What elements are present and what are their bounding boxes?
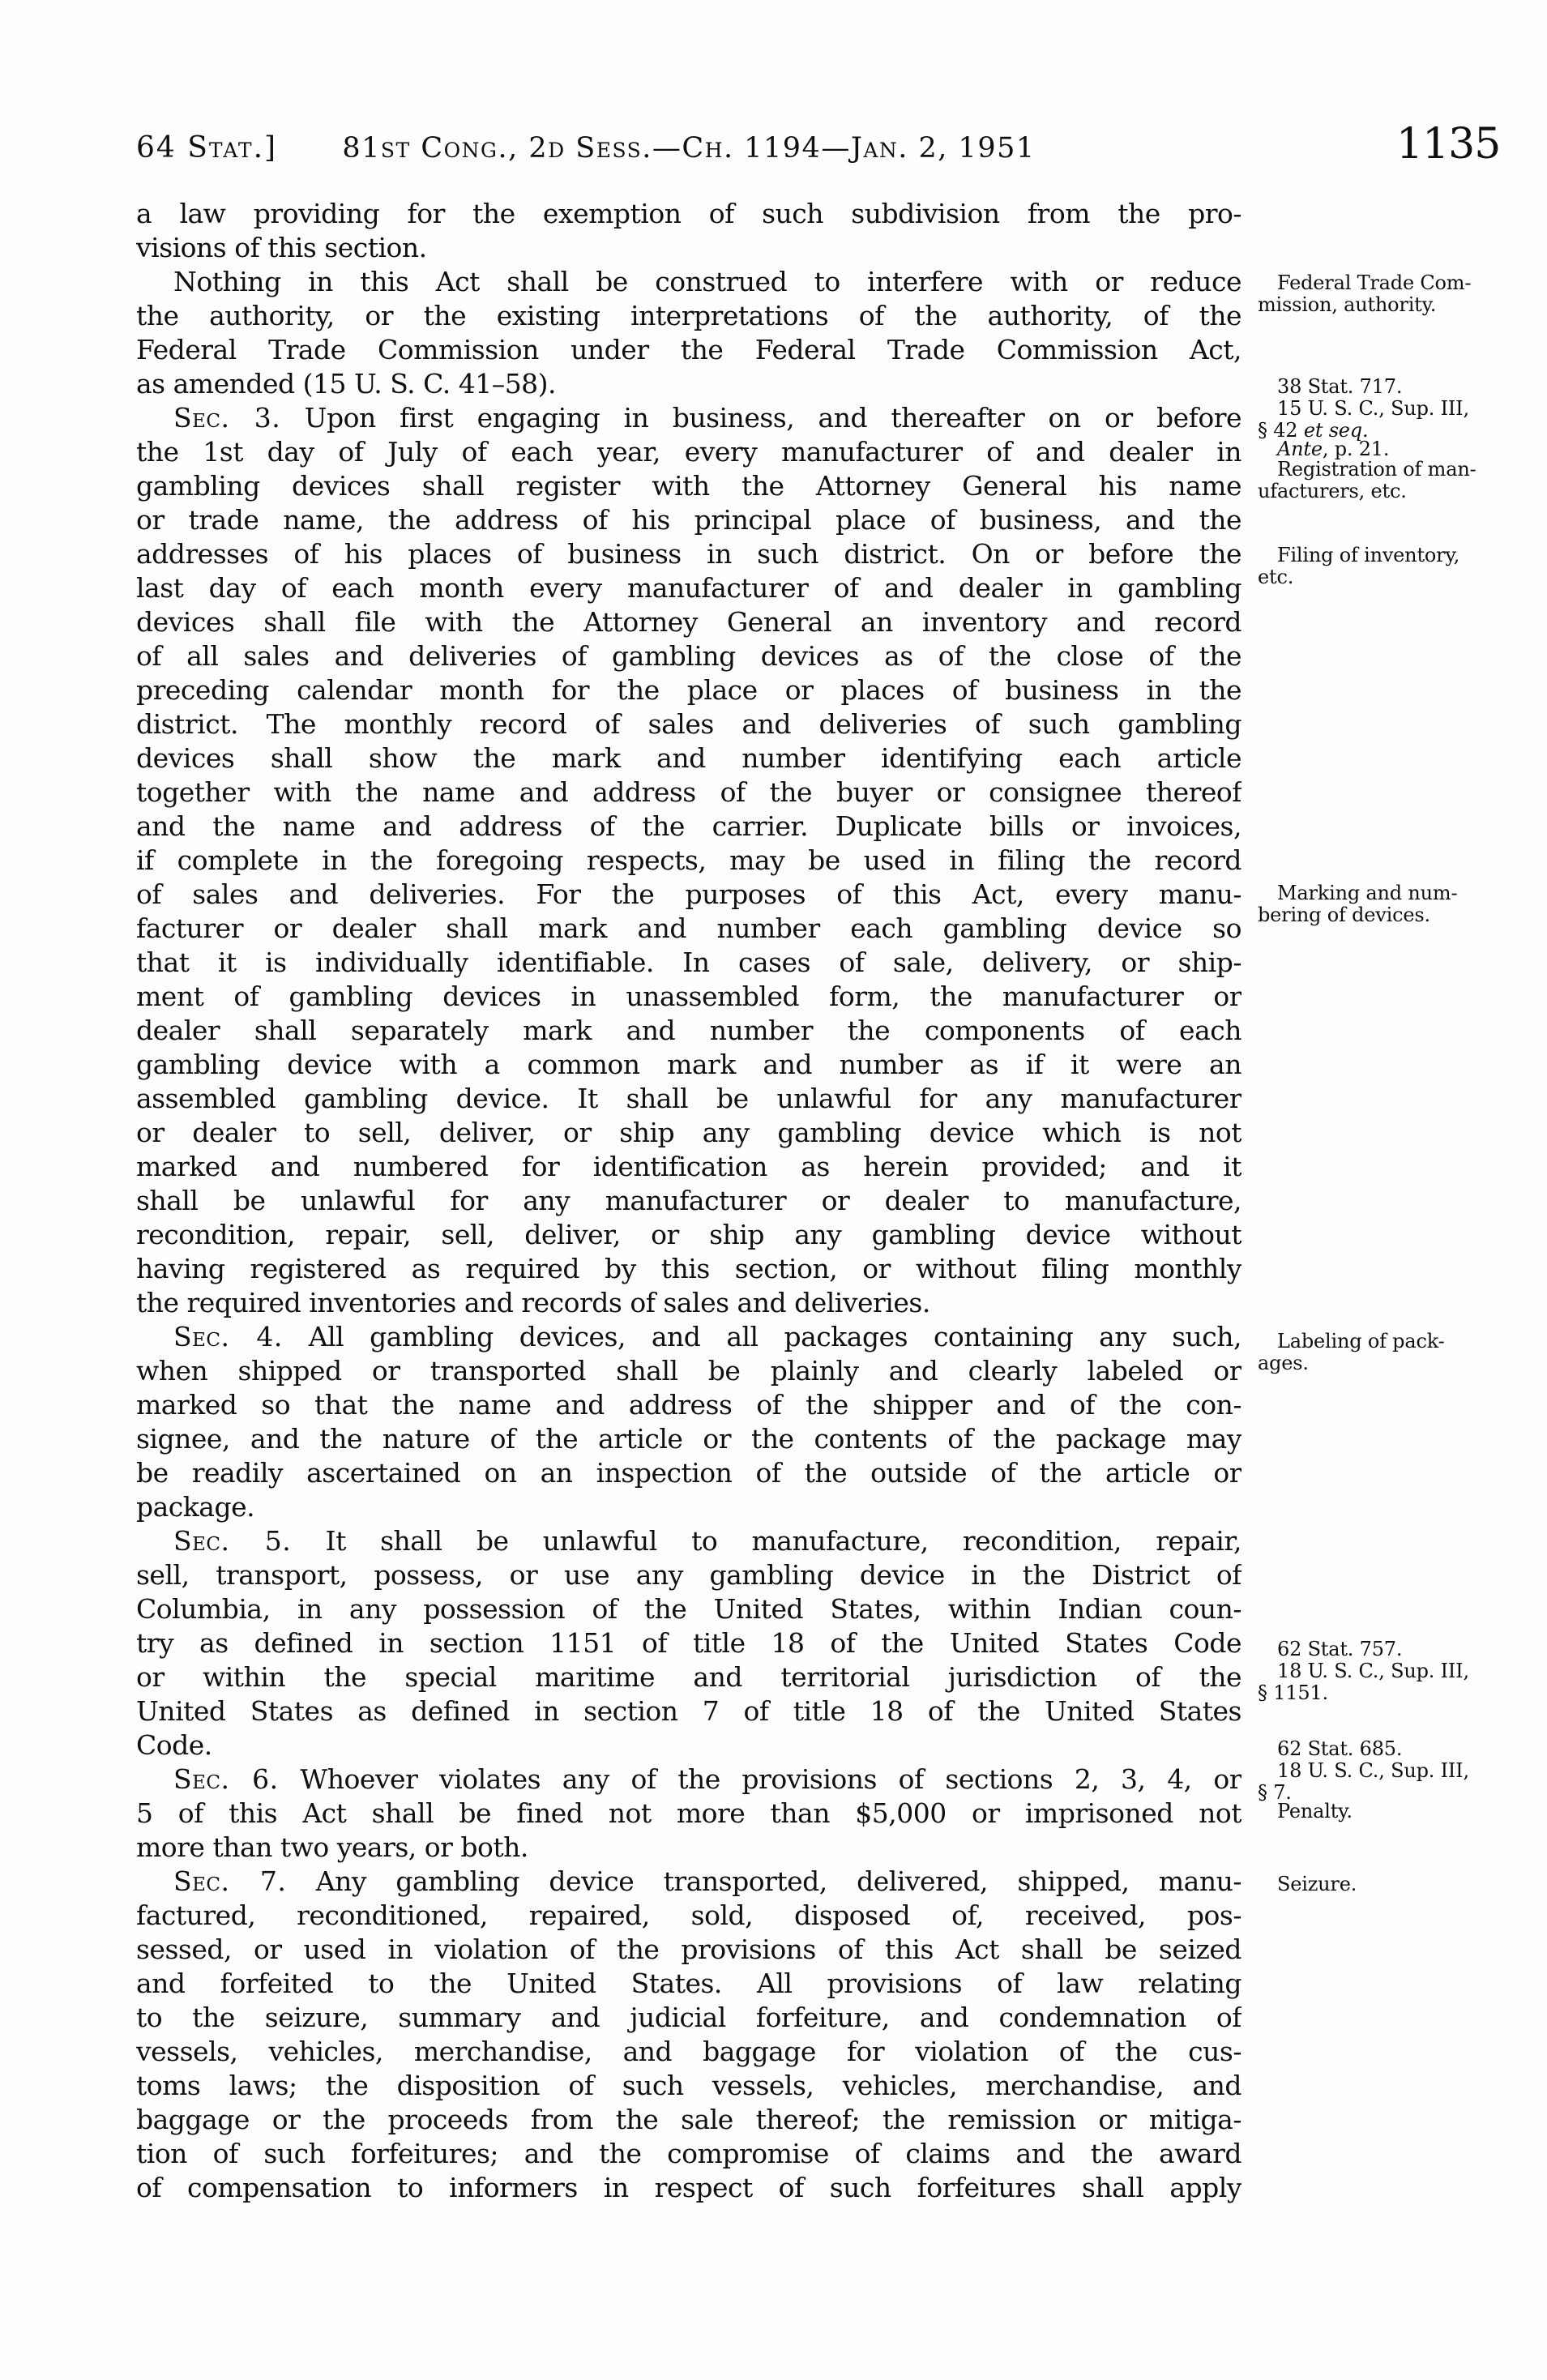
body-line: signee, and the nature of the article or the contents of the package may xyxy=(136,1423,1241,1455)
body-line: if complete in the foregoing respects, may be used in filing the record xyxy=(136,844,1241,876)
body-line: be readily ascertained on an inspection of the outside of the article or xyxy=(136,1457,1241,1489)
running-head-title: 81st Cong., 2d Sess.—Ch. 1194—Jan. 2, 1951 xyxy=(342,132,1036,165)
margin-note-line xyxy=(1258,566,1519,588)
margin-note-italic-text: et seq. xyxy=(1303,419,1369,442)
body-line: the 1st day of July of each year, every manufacturer of and dealer in xyxy=(136,436,1241,468)
margin-note-line xyxy=(1258,398,1519,420)
body-line: visions of this section. xyxy=(136,232,427,263)
body-line: of all sales and deliveries of gambling devices as of the close of the xyxy=(136,640,1241,672)
margin-note xyxy=(1258,376,1519,398)
margin-note-text: Penalty. xyxy=(1277,1800,1353,1822)
margin-note-text: § 42 xyxy=(1258,419,1304,442)
body-line: shall be unlawful for any manufacturer or dealer to manufacture, xyxy=(136,1185,1241,1216)
margin-note-text: 62 Stat. 685. xyxy=(1277,1737,1403,1760)
body-line: addresses of his places of business in such district. On or before the xyxy=(136,538,1241,570)
margin-note-line xyxy=(1258,376,1519,398)
margin-note-text: Marking and num- xyxy=(1277,882,1458,904)
body-line: and forfeited to the United States. All provisions of law relating xyxy=(136,1968,1241,1999)
body-line: gambling devices shall register with the Attorney General his name xyxy=(136,470,1241,502)
body-line: package. xyxy=(136,1491,255,1523)
body-line: Columbia, in any possession of the United States, within Indian coun- xyxy=(136,1593,1241,1625)
body-line: Sec. 4. All gambling devices, and all packages containing any such, xyxy=(173,1321,1241,1352)
section-label: Sec. 7. xyxy=(173,1865,287,1897)
body-line: baggage or the proceeds from the sale thereof; the remission or mitiga- xyxy=(136,2104,1241,2135)
margin-note-line xyxy=(1258,1760,1519,1782)
margin-note-line xyxy=(1258,481,1519,502)
section-label: Sec. 6. xyxy=(173,1763,279,1795)
margin-note-text: bering of devices. xyxy=(1258,904,1430,926)
margin-note xyxy=(1258,1801,1519,1822)
body-line: ment of gambling devices in unassembled form, the manufacturer or xyxy=(136,981,1241,1012)
body-line: Sec. 6. Whoever violates any of the provisions of sections 2, 3, 4, or xyxy=(173,1763,1241,1795)
body-line: last day of each month every manufacturer of and dealer in gambling xyxy=(136,572,1241,604)
body-line: as amended (15 U. S. C. 41–58). xyxy=(136,368,557,400)
margin-note xyxy=(1258,1639,1519,1704)
margin-note-text: , p. 21. xyxy=(1322,438,1390,460)
body-line: together with the name and address of the buyer or consignee thereof xyxy=(136,776,1241,808)
margin-note-line xyxy=(1258,272,1519,294)
margin-note-line xyxy=(1258,1639,1519,1660)
margin-note-line xyxy=(1258,1331,1519,1352)
margin-note xyxy=(1258,882,1519,926)
margin-note-line xyxy=(1258,904,1519,926)
body-line: sell, transport, possess, or use any gambling device in the District of xyxy=(136,1559,1241,1591)
margin-note-text: Seizure. xyxy=(1277,1873,1357,1895)
running-head-volume: 64 Stat.] xyxy=(136,131,278,165)
margin-note-line xyxy=(1258,438,1519,460)
section-label: Sec. 4. xyxy=(173,1321,283,1352)
body-line: district. The monthly record of sales and deliveries of such gambling xyxy=(136,708,1241,740)
body-line: of compensation to informers in respect of such forfeitures shall apply xyxy=(136,2172,1241,2203)
body-line: a law providing for the exemption of such subdivision from the pro- xyxy=(136,198,1241,229)
margin-note-line xyxy=(1258,882,1519,904)
margin-note-text: etc. xyxy=(1258,566,1294,588)
margin-note xyxy=(1258,1331,1519,1374)
margin-note-text: Federal Trade Com- xyxy=(1277,271,1472,294)
body-line: Nothing in this Act shall be construed to interfere with or reduce xyxy=(173,266,1241,297)
body-line: facturer or dealer shall mark and number each gambling device so xyxy=(136,912,1241,944)
body-line: 5 of this Act shall be fined not more than $5,000 or imprisoned not xyxy=(136,1797,1241,1829)
margin-note-text: Filing of inventory, xyxy=(1277,544,1460,566)
section-label: Sec. 5. xyxy=(173,1525,292,1557)
margin-note-line xyxy=(1258,1660,1519,1682)
body-line: the required inventories and records of sales and deliveries. xyxy=(136,1287,930,1318)
body-line: devices shall file with the Attorney General an inventory and record xyxy=(136,606,1241,638)
margin-note-line xyxy=(1258,1352,1519,1374)
margin-note-line xyxy=(1258,545,1519,566)
body-line: to the seizure, summary and judicial forfeiture, and condemnation of xyxy=(136,2002,1241,2033)
body-line: preceding calendar month for the place or places of business in the xyxy=(136,674,1241,706)
margin-note xyxy=(1258,272,1519,316)
margin-note-line xyxy=(1258,1801,1519,1822)
margin-note-text: § 1151. xyxy=(1258,1681,1328,1704)
body-line: vessels, vehicles, merchandise, and baggage for violation of the cus- xyxy=(136,2036,1241,2067)
body-line: that it is individually identifiable. In cases of sale, delivery, or ship- xyxy=(136,946,1241,978)
margin-note-line xyxy=(1258,1874,1519,1895)
body-line: having registered as required by this section, or without filing monthly xyxy=(136,1253,1241,1284)
margin-note-text: Labeling of pack- xyxy=(1277,1330,1445,1352)
body-line: recondition, repair, sell, deliver, or ship any gambling device without xyxy=(136,1219,1241,1250)
margin-note xyxy=(1258,438,1519,460)
body-line: Sec. 5. It shall be unlawful to manufacture, recondition, repair, xyxy=(173,1525,1241,1557)
section-label: Sec. 3. xyxy=(173,402,281,434)
body-line: or dealer to sell, deliver, or ship any gambling device which is not xyxy=(136,1117,1241,1148)
margin-note-text: Registration of man- xyxy=(1277,458,1476,481)
margin-note xyxy=(1258,1738,1519,1804)
body-line: devices shall show the mark and number identifying each article xyxy=(136,742,1241,774)
body-line: toms laws; the disposition of such vessels, vehicles, merchandise, and xyxy=(136,2070,1241,2101)
margin-note-text: § 7. xyxy=(1258,1781,1292,1804)
body-line: or within the special maritime and territorial jurisdiction of the xyxy=(136,1661,1241,1693)
body-line: the authority, or the existing interpretations of the authority, of the xyxy=(136,300,1241,331)
margin-note-text: 18 U. S. C., Sup. III, xyxy=(1277,1759,1469,1782)
margin-note-line xyxy=(1258,1738,1519,1760)
body-line: of sales and deliveries. For the purposes of this Act, every manu- xyxy=(136,878,1241,910)
body-line: factured, reconditioned, repaired, sold, disposed of, received, pos- xyxy=(136,1899,1241,1931)
body-line: gambling device with a common mark and number as if it were an xyxy=(136,1049,1241,1080)
margin-note xyxy=(1258,459,1519,502)
body-line: sessed, or used in violation of the provisions of this Act shall be seized xyxy=(136,1933,1241,1965)
margin-note-line xyxy=(1258,459,1519,481)
body-line: Sec. 7. Any gambling device transported, delivered, shipped, manu- xyxy=(173,1865,1241,1897)
body-line: try as defined in section 1151 of title 18 of the United States Code xyxy=(136,1627,1241,1659)
margin-note xyxy=(1258,1874,1519,1895)
body-line: tion of such forfeitures; and the compromise of claims and the award xyxy=(136,2138,1241,2169)
body-line: United States as defined in section 7 of title 18 of the United States xyxy=(136,1695,1241,1727)
margin-note-italic-text: Ante xyxy=(1277,438,1323,460)
body-line: Federal Trade Commission under the Federal Trade Commission Act, xyxy=(136,334,1241,365)
body-line: more than two years, or both. xyxy=(136,1831,528,1863)
margin-note-text: 62 Stat. 757. xyxy=(1277,1638,1403,1660)
margin-note-text: ages. xyxy=(1258,1352,1309,1374)
page-number: 1135 xyxy=(1396,120,1501,169)
margin-note-text: ufacturers, etc. xyxy=(1258,480,1407,502)
body-line: marked and numbered for identification as herein provided; and it xyxy=(136,1151,1241,1182)
body-line: assembled gambling device. It shall be unlawful for any manufacturer xyxy=(136,1083,1241,1114)
body-line: dealer shall separately mark and number the components of each xyxy=(136,1015,1241,1046)
margin-note-line xyxy=(1258,1682,1519,1704)
margin-note-text: 18 U. S. C., Sup. III, xyxy=(1277,1660,1469,1682)
margin-note xyxy=(1258,398,1519,442)
body-line: marked so that the name and address of the shipper and of the con- xyxy=(136,1389,1241,1421)
body-line: when shipped or transported shall be plainly and clearly labeled or xyxy=(136,1355,1241,1387)
margin-note-text: mission, authority. xyxy=(1258,293,1437,316)
margin-note-text: 38 Stat. 717. xyxy=(1277,375,1403,398)
margin-note-line xyxy=(1258,294,1519,316)
body-line: and the name and address of the carrier. Duplicate bills or invoices, xyxy=(136,810,1241,842)
body-line: Code. xyxy=(136,1729,212,1761)
body-line: or trade name, the address of his principal place of business, and the xyxy=(136,504,1241,536)
body-line: Sec. 3. Upon first engaging in business, and thereafter on or before xyxy=(173,402,1241,434)
margin-note xyxy=(1258,545,1519,588)
margin-note-text: 15 U. S. C., Sup. III, xyxy=(1277,397,1469,420)
